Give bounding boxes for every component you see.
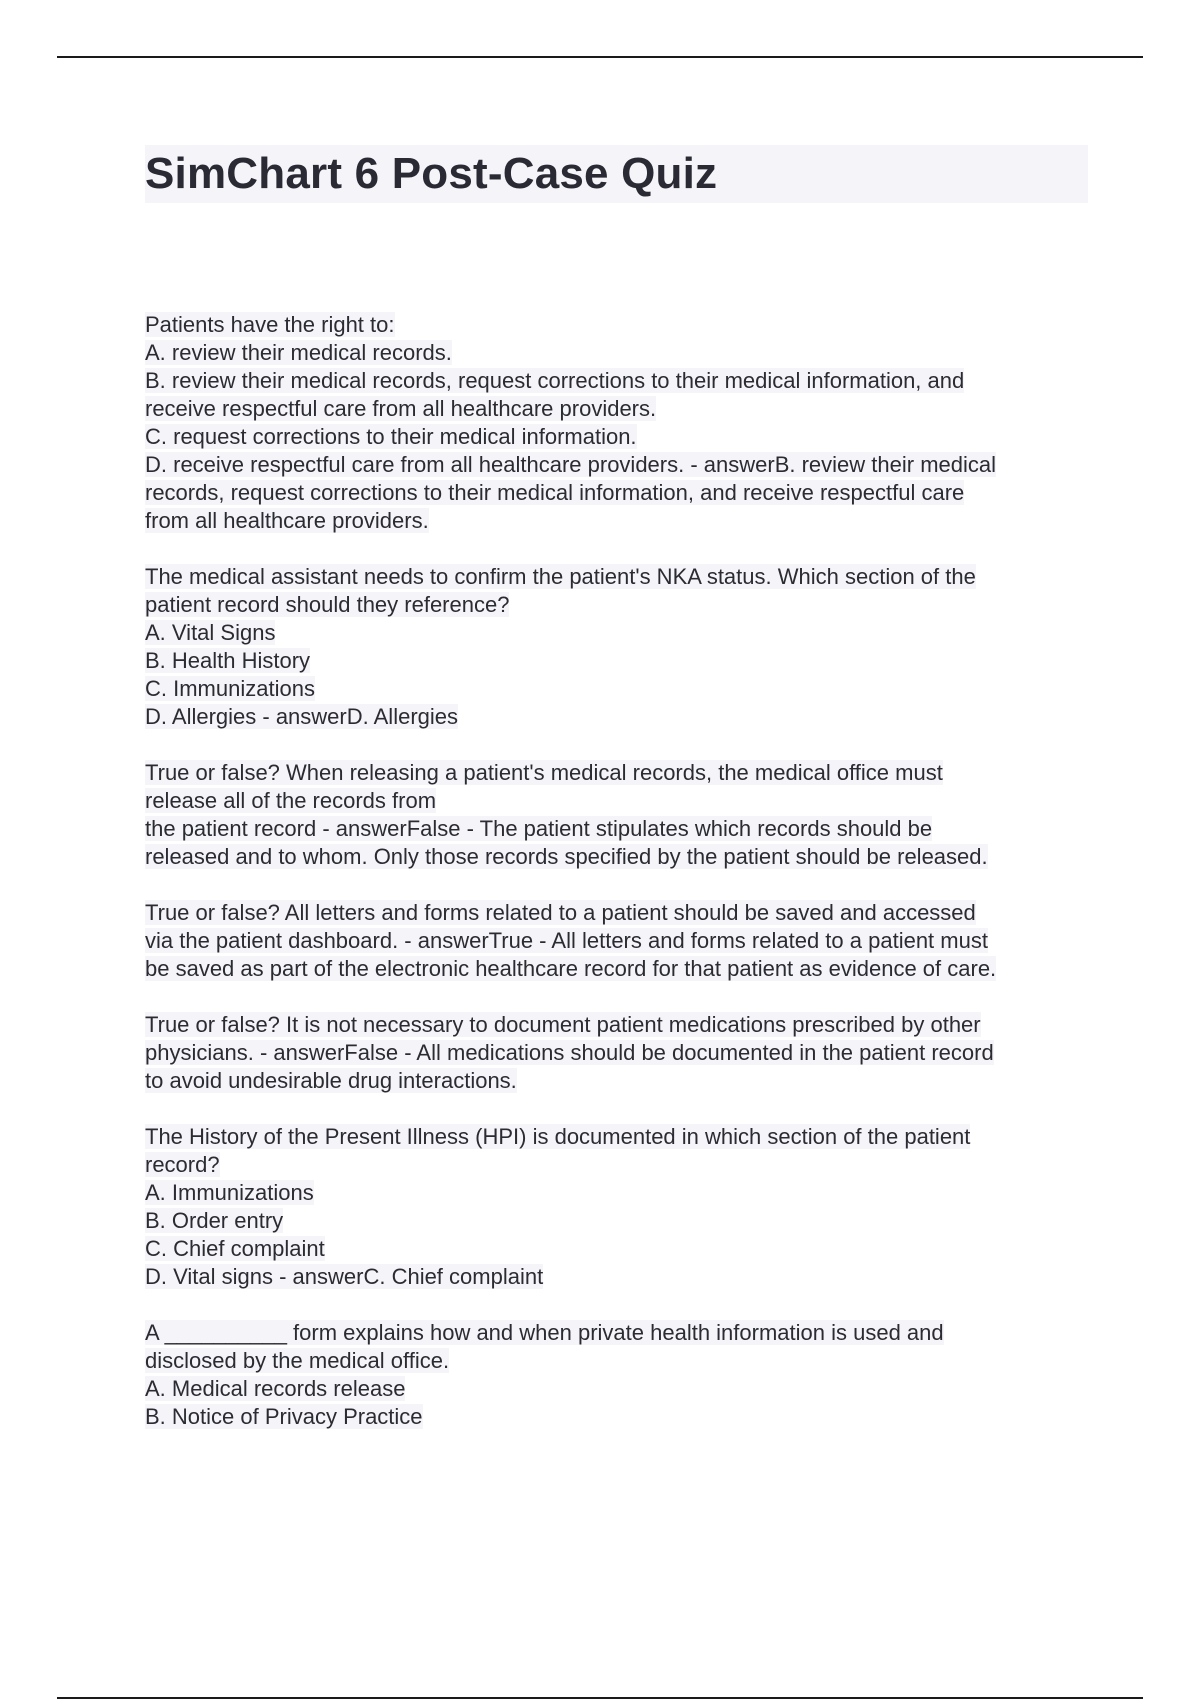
question-line [145, 311, 1090, 339]
question-text: True or false? When releasing a patient's medical records, the medical office must [145, 760, 943, 785]
question-line [145, 563, 1090, 591]
question-line [145, 703, 1090, 731]
question-line [145, 479, 1090, 507]
question-text: C. Immunizations [145, 676, 315, 701]
question-text: The History of the Present Illness (HPI) is documented in which section of the patient [145, 1124, 971, 1149]
question-line [145, 927, 1090, 955]
question-text: C. Chief complaint [145, 1236, 325, 1261]
question-line [145, 1151, 1090, 1179]
question-line [145, 1319, 1090, 1347]
question-text: via the patient dashboard. - answerTrue - All letters and forms related to a patient must [145, 928, 988, 953]
question-text: C. request corrections to their medical information. [145, 424, 637, 449]
question-line [145, 451, 1090, 479]
question-text: D. Allergies - answerD. Allergies [145, 704, 459, 729]
title-block [145, 145, 1088, 203]
question-line [145, 1375, 1090, 1403]
question-line [145, 899, 1090, 927]
question-line [145, 1207, 1090, 1235]
question-text: receive respectful care from all healthcare providers. [145, 396, 657, 421]
question-text: disclosed by the medical office. [145, 1348, 450, 1373]
question-line [145, 815, 1090, 843]
question-line [145, 1235, 1090, 1263]
question-text: A __________ form explains how and when private health information is used and [145, 1320, 944, 1345]
question-text: physicians. - answerFalse - All medications should be documented in the patient record [145, 1040, 994, 1065]
question-line [145, 395, 1090, 423]
quiz-question [145, 1011, 1090, 1095]
question-text: B. review their medical records, request corrections to their medical information, and [145, 368, 965, 393]
quiz-question [145, 1319, 1090, 1431]
question-line [145, 647, 1090, 675]
question-line [145, 1179, 1090, 1207]
quiz-question [145, 1123, 1090, 1291]
page-title: SimChart 6 Post-Case Quiz [145, 149, 718, 198]
question-text: the patient record - answerFalse - The patient stipulates which records should be [145, 816, 933, 841]
question-text: A. Immunizations [145, 1180, 314, 1205]
question-line [145, 367, 1090, 395]
question-text: True or false? All letters and forms related to a patient should be saved and accessed [145, 900, 976, 925]
question-line [145, 1011, 1090, 1039]
question-line [145, 1123, 1090, 1151]
question-line [145, 1347, 1090, 1375]
bottom-rule [57, 1697, 1143, 1699]
question-line [145, 423, 1090, 451]
question-line [145, 1039, 1090, 1067]
quiz-question [145, 759, 1090, 871]
question-text: D. receive respectful care from all healthcare providers. - answerB. review their medical [145, 452, 996, 477]
question-text: records, request corrections to their medical information, and receive respectful care [145, 480, 965, 505]
question-text: A. review their medical records. [145, 340, 452, 365]
question-text: to avoid undesirable drug interactions. [145, 1068, 517, 1093]
question-text: release all of the records from [145, 788, 437, 813]
quiz-content [145, 311, 1090, 1459]
question-line [145, 955, 1090, 983]
question-line [145, 675, 1090, 703]
question-text: be saved as part of the electronic healthcare record for that patient as evidence of care. [145, 956, 997, 981]
quiz-question [145, 563, 1090, 731]
question-line [145, 339, 1090, 367]
question-text: True or false? It is not necessary to document patient medications prescribed by other [145, 1012, 981, 1037]
question-text: The medical assistant needs to confirm the patient's NKA status. Which section of the [145, 564, 976, 589]
question-line [145, 619, 1090, 647]
question-text: B. Health History [145, 648, 311, 673]
question-text: record? [145, 1152, 220, 1177]
question-text: D. Vital signs - answerC. Chief complaint [145, 1264, 544, 1289]
question-line [145, 507, 1090, 535]
question-text: released and to whom. Only those records specified by the patient should be released. [145, 844, 988, 869]
question-text: patient record should they reference? [145, 592, 510, 617]
question-line [145, 1263, 1090, 1291]
top-rule [57, 56, 1143, 58]
quiz-question [145, 899, 1090, 983]
question-text: B. Order entry [145, 1208, 284, 1233]
question-text: Patients have the right to: [145, 312, 395, 337]
question-line [145, 1403, 1090, 1431]
question-text: from all healthcare providers. [145, 508, 429, 533]
question-text: A. Vital Signs [145, 620, 276, 645]
question-text: A. Medical records release [145, 1376, 406, 1401]
question-line [145, 787, 1090, 815]
question-text: B. Notice of Privacy Practice [145, 1404, 423, 1429]
quiz-question [145, 311, 1090, 535]
question-line [145, 591, 1090, 619]
question-line [145, 759, 1090, 787]
question-line [145, 843, 1090, 871]
question-line [145, 1067, 1090, 1095]
